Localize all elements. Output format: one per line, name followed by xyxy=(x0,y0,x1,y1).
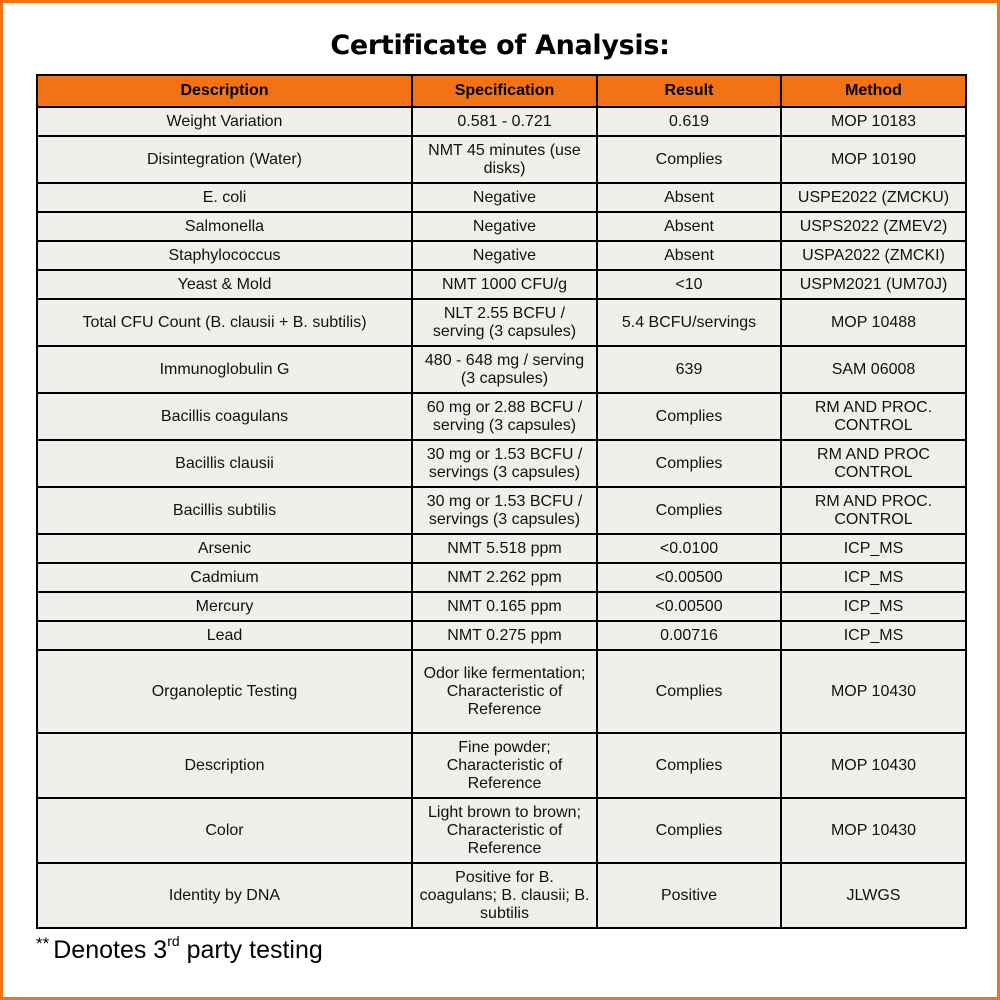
footnote-text-after: party testing xyxy=(179,936,323,964)
cell-result: Complies xyxy=(597,393,781,440)
table-row xyxy=(37,798,966,863)
cell-method: MOP 10488 xyxy=(781,299,966,346)
cell-result: Absent xyxy=(597,241,781,270)
cell-result: Absent xyxy=(597,183,781,212)
table-row xyxy=(37,592,966,621)
footnote-stars: ** xyxy=(36,934,50,953)
cell-description: Description xyxy=(37,733,412,798)
cell-specification: NMT 1000 CFU/g xyxy=(412,270,597,299)
table-row xyxy=(37,393,966,440)
table-row xyxy=(37,346,966,393)
cell-method: ICP_MS xyxy=(781,621,966,650)
cell-specification: 60 mg or 2.88 BCFU / serving (3 capsules) xyxy=(412,393,597,440)
cell-result: 5.4 BCFU/servings xyxy=(597,299,781,346)
cell-specification: NMT 45 minutes (use disks) xyxy=(412,136,597,183)
cell-result: Complies xyxy=(597,650,781,733)
cell-description: Organoleptic Testing xyxy=(37,650,412,733)
cell-description: Arsenic xyxy=(37,534,412,563)
table-row xyxy=(37,241,966,270)
cell-specification: 30 mg or 1.53 BCFU / servings (3 capsules) xyxy=(412,487,597,534)
cell-description: Mercury xyxy=(37,592,412,621)
cell-specification: 30 mg or 1.53 BCFU / servings (3 capsules) xyxy=(412,440,597,487)
cell-specification: Positive for B. coagulans; B. clausii; B. subtilis xyxy=(412,863,597,928)
cell-specification: NMT 2.262 ppm xyxy=(412,563,597,592)
table-row xyxy=(37,183,966,212)
cell-description: Immunoglobulin G xyxy=(37,346,412,393)
footnote-superscript: rd xyxy=(167,933,180,949)
table-row xyxy=(37,863,966,928)
cell-specification: NMT 0.165 ppm xyxy=(412,592,597,621)
cell-method: USPS2022 (ZMEV2) xyxy=(781,212,966,241)
cell-description: Disintegration (Water) xyxy=(37,136,412,183)
footnote-text-before: Denotes 3 xyxy=(53,936,168,964)
cell-description: Staphylococcus xyxy=(37,241,412,270)
cell-method: MOP 10430 xyxy=(781,733,966,798)
cell-description: Yeast & Mold xyxy=(37,270,412,299)
cell-specification: 480 - 648 mg / serving (3 capsules) xyxy=(412,346,597,393)
cell-method: RM AND PROC. CONTROL xyxy=(781,487,966,534)
cell-specification: 0.581 - 0.721 xyxy=(412,107,597,136)
cell-description: Bacillis subtilis xyxy=(37,487,412,534)
cell-specification: NMT 5.518 ppm xyxy=(412,534,597,563)
table-row xyxy=(37,107,966,136)
cell-method: ICP_MS xyxy=(781,563,966,592)
table-row xyxy=(37,299,966,346)
page-title: Certificate of Analysis: xyxy=(330,30,670,61)
table-row xyxy=(37,270,966,299)
cell-description: Color xyxy=(37,798,412,863)
table-row xyxy=(37,212,966,241)
cell-specification: Negative xyxy=(412,212,597,241)
table-row xyxy=(37,534,966,563)
table-row xyxy=(37,563,966,592)
cell-method: RM AND PROC. CONTROL xyxy=(781,393,966,440)
cell-specification: Fine powder; Characteristic of Reference xyxy=(412,733,597,798)
cell-method: MOP 10430 xyxy=(781,650,966,733)
cell-method: MOP 10183 xyxy=(781,107,966,136)
table-row xyxy=(37,733,966,798)
cell-method: USPA2022 (ZMCKI) xyxy=(781,241,966,270)
cell-method: RM AND PROC CONTROL xyxy=(781,440,966,487)
table-header-row xyxy=(37,75,966,107)
table-row xyxy=(37,650,966,733)
cell-method: ICP_MS xyxy=(781,592,966,621)
cell-description: Total CFU Count (B. clausii + B. subtilis) xyxy=(37,299,412,346)
cell-result: Absent xyxy=(597,212,781,241)
cell-method: MOP 10190 xyxy=(781,136,966,183)
cell-result: Complies xyxy=(597,136,781,183)
column-header-description: Description xyxy=(37,75,412,107)
cell-description: Cadmium xyxy=(37,563,412,592)
cell-description: Weight Variation xyxy=(37,107,412,136)
cell-description: E. coli xyxy=(37,183,412,212)
column-header-result: Result xyxy=(597,75,781,107)
cell-method: ICP_MS xyxy=(781,534,966,563)
cell-method: USPM2021 (UM70J) xyxy=(781,270,966,299)
cell-method: MOP 10430 xyxy=(781,798,966,863)
cell-specification: Light brown to brown; Characteristic of Reference xyxy=(412,798,597,863)
cell-result: Complies xyxy=(597,733,781,798)
cell-method: JLWGS xyxy=(781,863,966,928)
cell-description: Bacillis coagulans xyxy=(37,393,412,440)
cell-description: Lead xyxy=(37,621,412,650)
cell-result: 0.00716 xyxy=(597,621,781,650)
table-row xyxy=(37,136,966,183)
footnote xyxy=(36,934,323,965)
column-header-method: Method xyxy=(781,75,966,107)
cell-specification: Negative xyxy=(412,241,597,270)
cell-result: 639 xyxy=(597,346,781,393)
cell-specification: Odor like fermentation; Characteristic of Reference xyxy=(412,650,597,733)
cell-result: <0.0100 xyxy=(597,534,781,563)
cell-description: Identity by DNA xyxy=(37,863,412,928)
cell-result: Complies xyxy=(597,487,781,534)
column-header-specification: Specification xyxy=(412,75,597,107)
cell-result: <0.00500 xyxy=(597,592,781,621)
cell-result: <10 xyxy=(597,270,781,299)
cell-method: SAM 06008 xyxy=(781,346,966,393)
analysis-table xyxy=(36,74,967,929)
cell-specification: Negative xyxy=(412,183,597,212)
cell-specification: NLT 2.55 BCFU / serving (3 capsules) xyxy=(412,299,597,346)
cell-specification: NMT 0.275 ppm xyxy=(412,621,597,650)
cell-description: Bacillis clausii xyxy=(37,440,412,487)
cell-description: Salmonella xyxy=(37,212,412,241)
cell-result: Positive xyxy=(597,863,781,928)
cell-method: USPE2022 (ZMCKU) xyxy=(781,183,966,212)
table-row xyxy=(37,487,966,534)
cell-result: Complies xyxy=(597,440,781,487)
cell-result: Complies xyxy=(597,798,781,863)
cell-result: <0.00500 xyxy=(597,563,781,592)
cell-result: 0.619 xyxy=(597,107,781,136)
table-row xyxy=(37,440,966,487)
table-body xyxy=(37,107,966,928)
table-row xyxy=(37,621,966,650)
